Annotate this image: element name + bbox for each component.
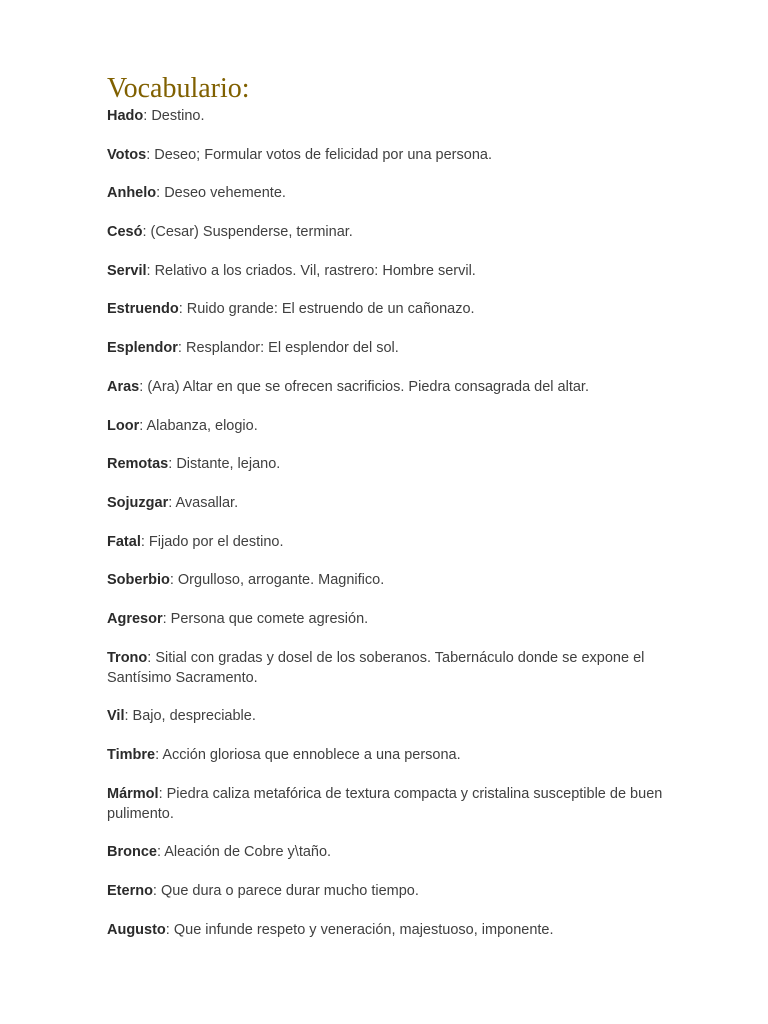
term-separator: : xyxy=(143,108,152,124)
vocabulary-term: Fatal xyxy=(107,533,141,550)
vocabulary-entry xyxy=(107,920,697,940)
term-separator: : xyxy=(156,844,165,861)
vocabulary-entry xyxy=(107,338,697,358)
vocabulary-entry xyxy=(107,299,697,319)
vocabulary-entry xyxy=(107,106,697,126)
vocabulary-definition: Resplandor: El esplendor del sol. xyxy=(185,340,399,357)
vocabulary-term: Augusto xyxy=(107,921,166,938)
term-separator: : xyxy=(139,378,148,395)
vocabulary-term: Votos xyxy=(107,146,147,163)
vocabulary-definition: Acción gloriosa que ennoblece a una persona. xyxy=(162,747,461,763)
vocabulary-entry xyxy=(107,261,697,281)
vocabulary-definition: Deseo; Formular votos de felicidad por una persona. xyxy=(154,146,492,163)
vocabulary-entry xyxy=(107,532,697,552)
vocabulary-entry xyxy=(107,745,697,765)
term-separator: : xyxy=(177,340,186,357)
vocabulary-list xyxy=(107,106,697,940)
vocabulary-entry xyxy=(107,784,697,824)
vocabulary-entry xyxy=(107,706,697,726)
term-separator: : xyxy=(168,456,177,473)
term-separator: : xyxy=(140,533,149,550)
vocabulary-definition: Destino. xyxy=(151,108,205,124)
vocabulary-term: Anhelo xyxy=(107,185,157,202)
vocabulary-term: Estruendo xyxy=(107,301,179,318)
term-separator: : xyxy=(156,185,165,202)
vocabulary-entry xyxy=(107,493,697,513)
vocabulary-definition: Deseo vehemente. xyxy=(164,185,286,202)
term-separator: : xyxy=(158,785,167,802)
vocabulary-definition: (Ara) Altar en que se ofrecen sacrificios. Piedra consagrada del altar. xyxy=(147,378,589,395)
term-separator: : xyxy=(168,494,176,511)
vocabulary-entry xyxy=(107,377,697,397)
term-separator: : xyxy=(169,572,178,589)
vocabulary-definition: Alabanza, elogio. xyxy=(146,417,258,434)
vocabulary-definition: Fijado por el destino. xyxy=(148,533,284,550)
term-separator: : xyxy=(178,301,187,318)
vocabulary-term: Soberbio xyxy=(107,572,170,589)
vocabulary-term: Servil xyxy=(107,262,147,279)
vocabulary-definition: (Cesar) Suspenderse, terminar. xyxy=(150,224,353,241)
vocabulary-definition: Orgulloso, arrogante. Magnifico. xyxy=(177,572,385,589)
vocabulary-term: Hado xyxy=(107,108,144,124)
vocabulary-definition: Avasallar. xyxy=(175,494,239,511)
term-separator: : xyxy=(162,610,171,627)
vocabulary-entry xyxy=(107,454,697,474)
term-separator: : xyxy=(155,747,163,763)
vocabulary-term: Mármol xyxy=(107,785,159,802)
term-separator: : xyxy=(152,883,161,900)
vocabulary-term: Aras xyxy=(107,378,140,395)
vocabulary-definition: Persona que comete agresión. xyxy=(170,610,369,627)
vocabulary-entry xyxy=(107,881,697,901)
vocabulary-definition: Ruido grande: El estruendo de un cañonazo. xyxy=(186,301,475,318)
vocabulary-term: Eterno xyxy=(107,883,153,900)
vocabulary-entry xyxy=(107,648,697,688)
document-page xyxy=(107,72,697,940)
term-separator: : xyxy=(124,708,133,725)
vocabulary-term: Agresor xyxy=(107,610,163,627)
vocabulary-term: Esplendor xyxy=(107,340,178,357)
vocabulary-entry xyxy=(107,183,697,203)
vocabulary-entry xyxy=(107,570,697,590)
term-separator: : xyxy=(139,417,147,434)
vocabulary-definition: Que infunde respeto y veneración, majestuoso, imponente. xyxy=(173,921,554,938)
vocabulary-term: Cesó xyxy=(107,224,143,241)
term-separator: : xyxy=(146,146,155,163)
vocabulary-entry xyxy=(107,842,697,862)
vocabulary-definition: Sitial con gradas y dosel de los soberanos. Tabernáculo donde se expone el Santísimo Sacramento. xyxy=(107,649,645,686)
term-separator: : xyxy=(146,262,155,279)
vocabulary-entry xyxy=(107,609,697,629)
vocabulary-entry xyxy=(107,145,697,165)
vocabulary-term: Sojuzgar xyxy=(107,494,169,511)
vocabulary-term: Trono xyxy=(107,649,148,666)
vocabulary-definition: Piedra caliza metafórica de textura compacta y cristalina susceptible de buen pulimento. xyxy=(107,785,663,822)
vocabulary-definition: Bajo, despreciable. xyxy=(132,708,256,725)
document-title: Vocabulario: xyxy=(107,73,250,104)
vocabulary-term: Timbre xyxy=(107,747,156,763)
term-separator: : xyxy=(147,649,156,666)
vocabulary-term: Remotas xyxy=(107,456,169,473)
vocabulary-term: Bronce xyxy=(107,844,157,861)
vocabulary-entry xyxy=(107,222,697,242)
vocabulary-term: Vil xyxy=(107,708,125,725)
term-separator: : xyxy=(165,921,174,938)
term-separator: : xyxy=(142,224,151,241)
vocabulary-entry xyxy=(107,416,697,436)
vocabulary-term: Loor xyxy=(107,417,140,434)
vocabulary-definition: Relativo a los criados. Vil, rastrero: Hombre servil. xyxy=(154,262,476,279)
vocabulary-definition: Que dura o parece durar mucho tiempo. xyxy=(160,883,419,900)
vocabulary-definition: Aleación de Cobre y\taño. xyxy=(164,844,332,861)
vocabulary-definition: Distante, lejano. xyxy=(176,456,281,473)
